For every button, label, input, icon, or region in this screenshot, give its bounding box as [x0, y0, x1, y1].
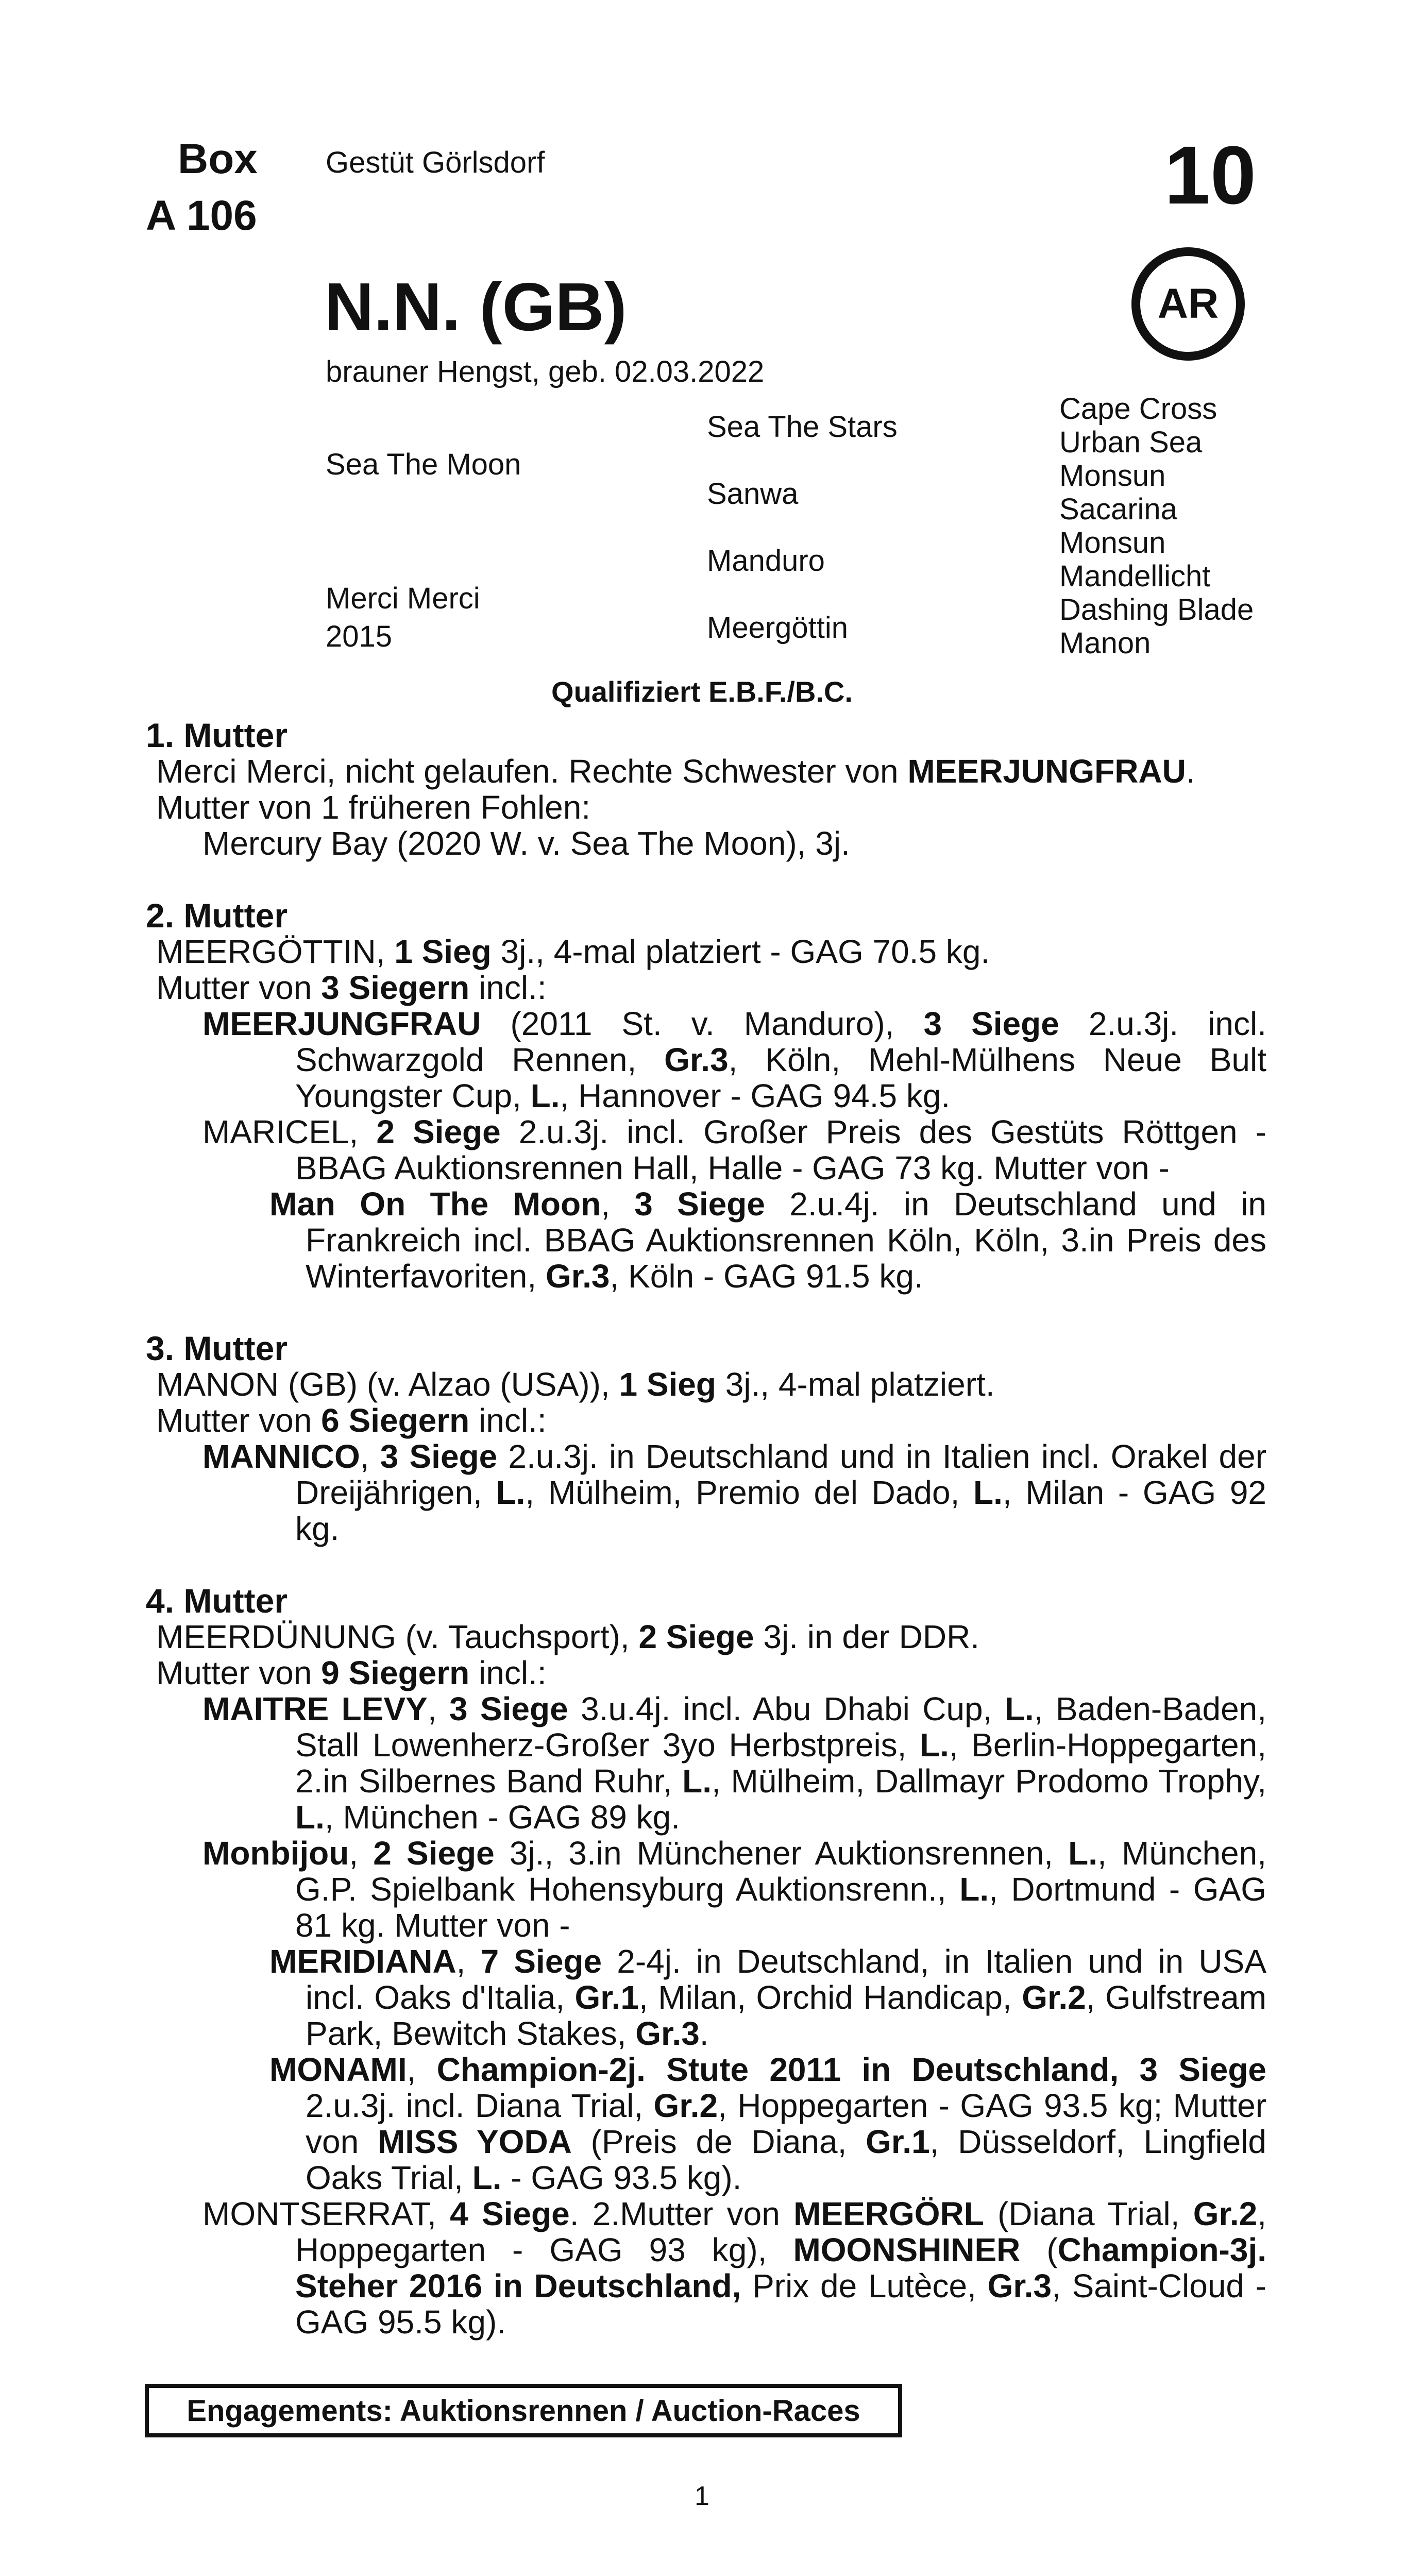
- dam-line: MEERDÜNUNG (v. Tauchsport), 2 Siege 3j. in der DDR.: [156, 1618, 980, 1655]
- lot-number: 10: [1164, 129, 1256, 221]
- pedigree-gen3-5: Monsun: [1059, 526, 1166, 560]
- dam-line: MANON (GB) (v. Alzao (USA)), 1 Sieg 3j., 4-mal platziert.: [156, 1366, 995, 1403]
- section-heading: 1. Mutter: [146, 716, 288, 754]
- dam-line: MEERGÖTTIN, 1 Sieg 3j., 4-mal platziert - GAG 70.5 kg.: [156, 933, 990, 970]
- box-label: Box: [178, 135, 258, 182]
- section-first-dam: [146, 717, 1266, 861]
- pedigree-gen3-4: Sacarina: [1059, 493, 1177, 526]
- qualification: Qualifiziert E.B.F./B.C.: [551, 675, 853, 708]
- ar-badge: [1131, 247, 1245, 361]
- produce-entry: MERIDIANA, 7 Siege 2-4j. in Deutschland, in Italien und in USA incl. Oaks d'Italia, Gr.1, Milan, Orchid Handicap, Gr.2, Gulfstream Park, Bewitch Stakes, Gr.3.: [269, 1943, 1267, 2052]
- engagements-box: [145, 2384, 902, 2437]
- section-second-dam: [146, 897, 1266, 1294]
- pedigree-dam-sire: Manduro: [707, 544, 825, 578]
- section-heading: 2. Mutter: [146, 896, 288, 935]
- produce-entry: MEERJUNGFRAU (2011 St. v. Manduro), 3 Siege 2.u.3j. incl. Schwarzgold Rennen, Gr.3, Köln, Mehl-Mülhens Neue Bult Youngster Cup, L., Hannover - GAG 94.5 kg.: [202, 1005, 1267, 1114]
- produce-entry: MARICEL, 2 Siege 2.u.3j. incl. Großer Preis des Gestüts Röttgen - BBAG Auktionsrennen Hall, Halle - GAG 73 kg. Mutter von -: [202, 1113, 1267, 1187]
- pedigree-sire: Sea The Moon: [326, 448, 521, 481]
- pedigree-sire-sire: Sea The Stars: [707, 410, 898, 444]
- ar-badge-label: AR: [1157, 280, 1219, 327]
- section-heading: 4. Mutter: [146, 1582, 288, 1620]
- engagements-label: Engagements: Auktionsrennen / Auction-Races: [187, 2394, 860, 2428]
- pedigree-gen3-8: Manon: [1059, 626, 1151, 660]
- produce-intro: Mutter von 9 Siegern incl.:: [156, 1654, 547, 1691]
- pedigree-gen3-3: Monsun: [1059, 459, 1166, 493]
- produce-entry: Man On The Moon, 3 Siege 2.u.4j. in Deutschland und in Frankreich incl. BBAG Auktionsrennen Köln, Köln, 3.in Preis des Winterfavoriten, Gr.3, Köln - GAG 91.5 kg.: [269, 1185, 1267, 1295]
- pedigree-gen3-1: Cape Cross: [1059, 392, 1217, 426]
- pedigree-dam: Merci Merci: [326, 582, 480, 615]
- section-heading: 3. Mutter: [146, 1329, 288, 1367]
- box-number: A 106: [146, 192, 257, 239]
- pedigree-gen3-7: Dashing Blade: [1059, 593, 1254, 626]
- produce-entry: MONAMI, Champion-2j. Stute 2011 in Deutschland, 3 Siege 2.u.3j. incl. Diana Trial, Gr.2, Hoppegarten - GAG 93.5 kg; Mutter von MISS YODA (Preis de Diana, Gr.1, Düsseldorf, Lingfield Oaks Trial, L. - GAG 93.5 kg).: [269, 2051, 1267, 2196]
- stud-name: Gestüt Görlsdorf: [326, 146, 545, 179]
- produce-entry: MONTSERRAT, 4 Siege. 2.Mutter von MEERGÖRL (Diana Trial, Gr.2, Hoppegarten - GAG 93 kg), MOONSHINER (Champion-3j. Steher 2016 in Deutschland, Prix de Lutèce, Gr.3, Saint-Cloud - GAG 95.5 kg).: [202, 2195, 1267, 2341]
- pedigree-gen3-2: Urban Sea: [1059, 426, 1203, 459]
- pedigree-sire-dam: Sanwa: [707, 477, 799, 511]
- produce-entry: Mercury Bay (2020 W. v. Sea The Moon), 3j.: [202, 825, 850, 862]
- horse-name: N.N. (GB): [325, 269, 627, 345]
- pedigree-notes: [146, 717, 1266, 2340]
- dam-line: Merci Merci, nicht gelaufen. Rechte Schwester von MEERJUNGFRAU.: [156, 753, 1195, 790]
- pedigree-dam-dam: Meergöttin: [707, 611, 849, 645]
- produce-intro: Mutter von 3 Siegern incl.:: [156, 969, 547, 1006]
- produce-entry: MANNICO, 3 Siege 2.u.3j. in Deutschland und in Italien incl. Orakel der Dreijährigen, L., Mülheim, Premio del Dado, L., Milan - GAG 92 kg.: [202, 1438, 1267, 1547]
- horse-description: brauner Hengst, geb. 02.03.2022: [326, 355, 765, 388]
- produce-entry: Monbijou, 2 Siege 3j., 3.in Münchener Auktionsrennen, L., München, G.P. Spielbank Hohensyburg Auktionsrenn., L., Dortmund - GAG 81 kg. Mutter von -: [202, 1835, 1267, 1944]
- produce-intro: Mutter von 1 früheren Fohlen:: [156, 789, 591, 826]
- produce-intro: Mutter von 6 Siegern incl.:: [156, 1402, 547, 1439]
- section-fourth-dam: [146, 1583, 1266, 2340]
- produce-entry: MAITRE LEVY, 3 Siege 3.u.4j. incl. Abu Dhabi Cup, L., Baden-Baden, Stall Lowenherz-Großer 3yo Herbstpreis, L., Berlin-Hoppegarten, 2.in Silbernes Band Ruhr, L., Mülheim, Dallmayr Prodomo Trophy, L., München - GAG 89 kg.: [202, 1690, 1267, 1836]
- pedigree-dam-year: 2015: [326, 620, 393, 653]
- section-third-dam: [146, 1330, 1266, 1547]
- pedigree-gen3-6: Mandellicht: [1059, 560, 1211, 593]
- page-number: 1: [695, 2481, 709, 2511]
